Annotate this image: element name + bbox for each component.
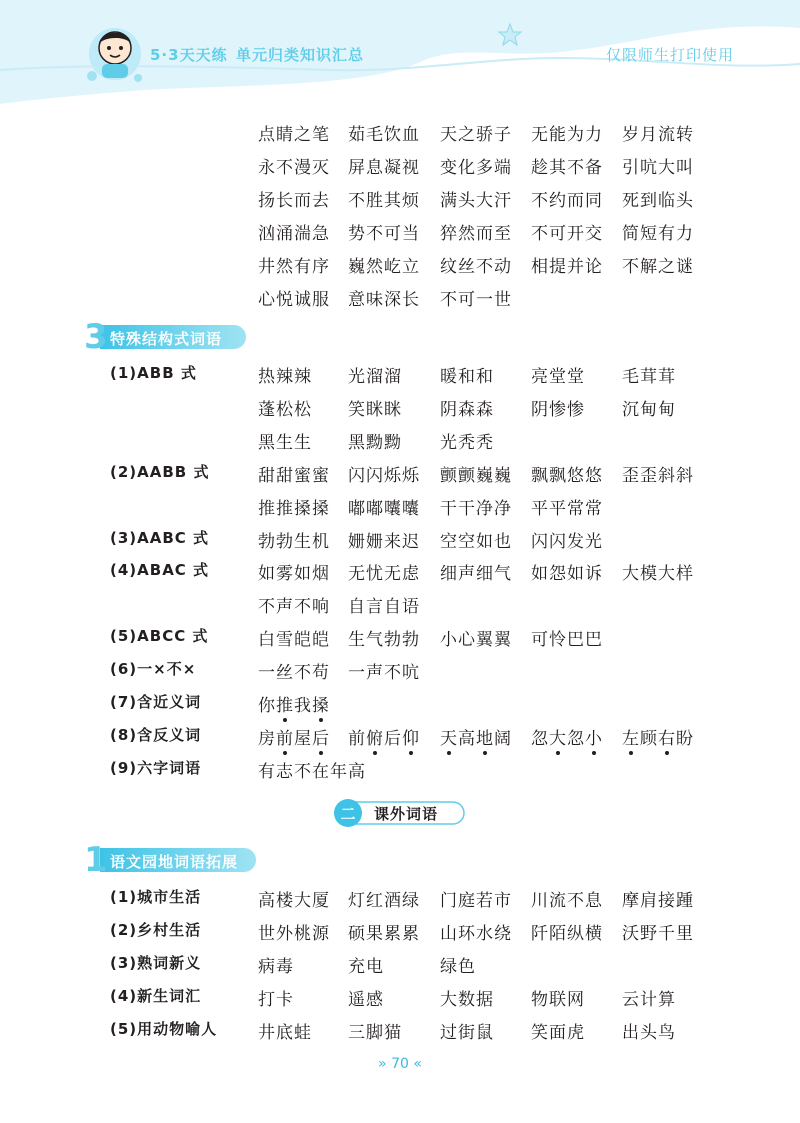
list-item: 如怨如诉 bbox=[531, 564, 603, 584]
list-item: 沉甸甸 bbox=[622, 400, 676, 420]
group-label: (7)含近义词 bbox=[110, 693, 202, 711]
section-number: 1 bbox=[84, 840, 108, 880]
list-item: 云计算 bbox=[622, 990, 676, 1010]
list-item: 热辣辣 bbox=[258, 367, 312, 387]
section-title: 特殊结构式词语 bbox=[110, 330, 223, 348]
list-row bbox=[0, 625, 800, 655]
list-item: 白雪皑皑 bbox=[258, 630, 330, 650]
list-item: 茹毛饮血 bbox=[348, 125, 420, 145]
list-item: 一声不吭 bbox=[348, 663, 420, 683]
part-title: 课外词语 bbox=[374, 805, 439, 823]
page-number-area bbox=[0, 1056, 800, 1072]
list-item: 不解之谜 bbox=[622, 257, 694, 277]
group-label: (9)六字词语 bbox=[110, 759, 202, 777]
list-row bbox=[0, 494, 800, 524]
list-item: 空空如也 bbox=[440, 532, 512, 552]
list-item: 闪闪发光 bbox=[531, 532, 603, 552]
group-label: (4)ABAC 式 bbox=[110, 561, 210, 579]
list-item: 简短有力 bbox=[622, 224, 694, 244]
list-item: 势不可当 bbox=[348, 224, 420, 244]
list-item: 姗姗来迟 bbox=[348, 532, 420, 552]
list-item: 充电 bbox=[348, 957, 384, 977]
list-item: 笑面虎 bbox=[531, 1023, 585, 1043]
list-item: 趁其不备 bbox=[531, 158, 603, 178]
star-icon bbox=[497, 22, 523, 48]
list-item: 巍然屹立 bbox=[348, 257, 420, 277]
list-item: 天之骄子 bbox=[440, 125, 512, 145]
list-item: 过街鼠 bbox=[440, 1023, 494, 1043]
list-item: 沃野千里 bbox=[622, 924, 694, 944]
list-item: 井底蛙 bbox=[258, 1023, 312, 1043]
group-label: (4)新生词汇 bbox=[110, 987, 202, 1005]
list-item: 出头鸟 bbox=[622, 1023, 676, 1043]
list-row bbox=[0, 428, 800, 458]
list-item: 细声细气 bbox=[440, 564, 512, 584]
usage-note: 仅限师生打印使用 bbox=[606, 46, 735, 64]
list-row bbox=[0, 985, 800, 1015]
list-item: 暖和和 bbox=[440, 367, 494, 387]
list-item: 毛茸茸 bbox=[622, 367, 676, 387]
list-item: 勃勃生机 bbox=[258, 532, 330, 552]
mascot-logo bbox=[82, 18, 148, 84]
list-item: 蓬松松 bbox=[258, 400, 312, 420]
list-item: 点睛之笔 bbox=[258, 125, 330, 145]
list-item: 大数据 bbox=[440, 990, 494, 1010]
list-item: 引吭大叫 bbox=[622, 158, 694, 178]
list-row bbox=[0, 658, 800, 688]
list-item: 世外桃源 bbox=[258, 924, 330, 944]
list-row bbox=[0, 120, 800, 150]
list-item: 光溜溜 bbox=[348, 367, 402, 387]
list-item: 有志不在年高 bbox=[258, 762, 366, 782]
list-item: 自言自语 bbox=[348, 597, 420, 617]
list-row bbox=[0, 952, 800, 982]
list-item: 黑生生 bbox=[258, 433, 312, 453]
list-row bbox=[0, 395, 800, 425]
list-item: 山环水绕 bbox=[440, 924, 512, 944]
list-item: 大模大样 bbox=[622, 564, 694, 584]
group-label: (3)熟词新义 bbox=[110, 954, 202, 972]
list-row bbox=[0, 886, 800, 916]
list-item: 左顾右盼 bbox=[622, 724, 694, 749]
list-row bbox=[0, 153, 800, 183]
list-item: 摩肩接踵 bbox=[622, 891, 694, 911]
list-item: 灯红酒绿 bbox=[348, 891, 420, 911]
chevron-left-icon: « bbox=[413, 1056, 422, 1072]
list-item: 硕果累累 bbox=[348, 924, 420, 944]
list-item: 汹涌湍急 bbox=[258, 224, 330, 244]
list-item: 小心翼翼 bbox=[440, 630, 512, 650]
list-item: 门庭若市 bbox=[440, 891, 512, 911]
list-item: 天高地阔 bbox=[440, 724, 512, 749]
list-item: 不可一世 bbox=[440, 290, 512, 310]
list-item: 意味深长 bbox=[348, 290, 420, 310]
list-item: 打卡 bbox=[258, 990, 294, 1010]
list-item: 无能为力 bbox=[531, 125, 603, 145]
list-row bbox=[0, 691, 800, 721]
chevron-right-icon: » bbox=[378, 1056, 387, 1072]
list-item: 可怜巴巴 bbox=[531, 630, 603, 650]
list-row bbox=[0, 186, 800, 216]
list-row bbox=[0, 724, 800, 754]
list-item: 闪闪烁烁 bbox=[348, 466, 420, 486]
list-row bbox=[0, 362, 800, 392]
list-row bbox=[0, 1018, 800, 1048]
section-number: 3 bbox=[84, 317, 108, 357]
list-item: 不可开交 bbox=[531, 224, 603, 244]
list-item: 高楼大厦 bbox=[258, 891, 330, 911]
list-item: 不声不响 bbox=[258, 597, 330, 617]
list-row bbox=[0, 461, 800, 491]
list-item: 井然有序 bbox=[258, 257, 330, 277]
list-item: 相提并论 bbox=[531, 257, 603, 277]
list-item: 颤颤巍巍 bbox=[440, 466, 512, 486]
list-item: 纹丝不动 bbox=[440, 257, 512, 277]
group-label: (3)AABC 式 bbox=[110, 529, 210, 547]
list-item: 房前屋后 bbox=[258, 724, 330, 749]
list-item: 忽大忽小 bbox=[531, 724, 603, 749]
group-label: (1)城市生活 bbox=[110, 888, 202, 906]
list-item: 嘟嘟囔囔 bbox=[348, 499, 420, 519]
list-row bbox=[0, 919, 800, 949]
list-row bbox=[0, 252, 800, 282]
part-number: 二 bbox=[340, 805, 356, 823]
list-item: 绿色 bbox=[440, 957, 476, 977]
list-item: 一丝不苟 bbox=[258, 663, 330, 683]
list-item: 平平常常 bbox=[531, 499, 603, 519]
list-item: 光秃秃 bbox=[440, 433, 494, 453]
list-row bbox=[0, 527, 800, 557]
list-item: 病毒 bbox=[258, 957, 294, 977]
section-title: 语文园地词语拓展 bbox=[110, 853, 239, 871]
list-item: 干干净净 bbox=[440, 499, 512, 519]
list-item: 心悦诚服 bbox=[258, 290, 330, 310]
list-item: 笑眯眯 bbox=[348, 400, 402, 420]
list-item: 甜甜蜜蜜 bbox=[258, 466, 330, 486]
list-row bbox=[0, 559, 800, 589]
list-item: 无忧无虑 bbox=[348, 564, 420, 584]
group-label: (8)含反义词 bbox=[110, 726, 202, 744]
group-label: (6)一×不× bbox=[110, 660, 197, 678]
list-item: 阡陌纵横 bbox=[531, 924, 603, 944]
group-label: (5)用动物喻人 bbox=[110, 1020, 218, 1038]
list-item: 物联网 bbox=[531, 990, 585, 1010]
list-item: 黑黝黝 bbox=[348, 433, 402, 453]
list-item: 猝然而至 bbox=[440, 224, 512, 244]
list-item: 你推我搡 bbox=[258, 691, 330, 716]
list-item: 飘飘悠悠 bbox=[531, 466, 603, 486]
list-item: 死到临头 bbox=[622, 191, 694, 211]
list-item: 岁月流转 bbox=[622, 125, 694, 145]
list-item: 推推搡搡 bbox=[258, 499, 330, 519]
list-item: 亮堂堂 bbox=[531, 367, 585, 387]
list-item: 满头大汗 bbox=[440, 191, 512, 211]
list-item: 遥感 bbox=[348, 990, 384, 1010]
group-label: (2)乡村生活 bbox=[110, 921, 202, 939]
list-item: 不胜其烦 bbox=[348, 191, 420, 211]
list-row bbox=[0, 757, 800, 787]
unit-title: 单元归类知识汇总 bbox=[236, 46, 365, 64]
list-item: 阴惨惨 bbox=[531, 400, 585, 420]
list-item: 川流不息 bbox=[531, 891, 603, 911]
group-label: (1)ABB 式 bbox=[110, 364, 197, 382]
list-item: 永不漫灭 bbox=[258, 158, 330, 178]
list-row bbox=[0, 219, 800, 249]
page-number: 70 bbox=[391, 1056, 409, 1072]
list-item: 变化多端 bbox=[440, 158, 512, 178]
list-row bbox=[0, 285, 800, 315]
list-item: 不约而同 bbox=[531, 191, 603, 211]
list-item: 屏息凝视 bbox=[348, 158, 420, 178]
list-row bbox=[0, 592, 800, 622]
list-item: 阴森森 bbox=[440, 400, 494, 420]
list-item: 三脚猫 bbox=[348, 1023, 402, 1043]
list-item: 前俯后仰 bbox=[348, 724, 420, 749]
list-item: 如雾如烟 bbox=[258, 564, 330, 584]
group-label: (5)ABCC 式 bbox=[110, 627, 209, 645]
group-label: (2)AABB 式 bbox=[110, 463, 210, 481]
list-item: 歪歪斜斜 bbox=[622, 466, 694, 486]
list-item: 扬长而去 bbox=[258, 191, 330, 211]
list-item: 生气勃勃 bbox=[348, 630, 420, 650]
series-name: 5·3天天练 bbox=[150, 46, 228, 64]
